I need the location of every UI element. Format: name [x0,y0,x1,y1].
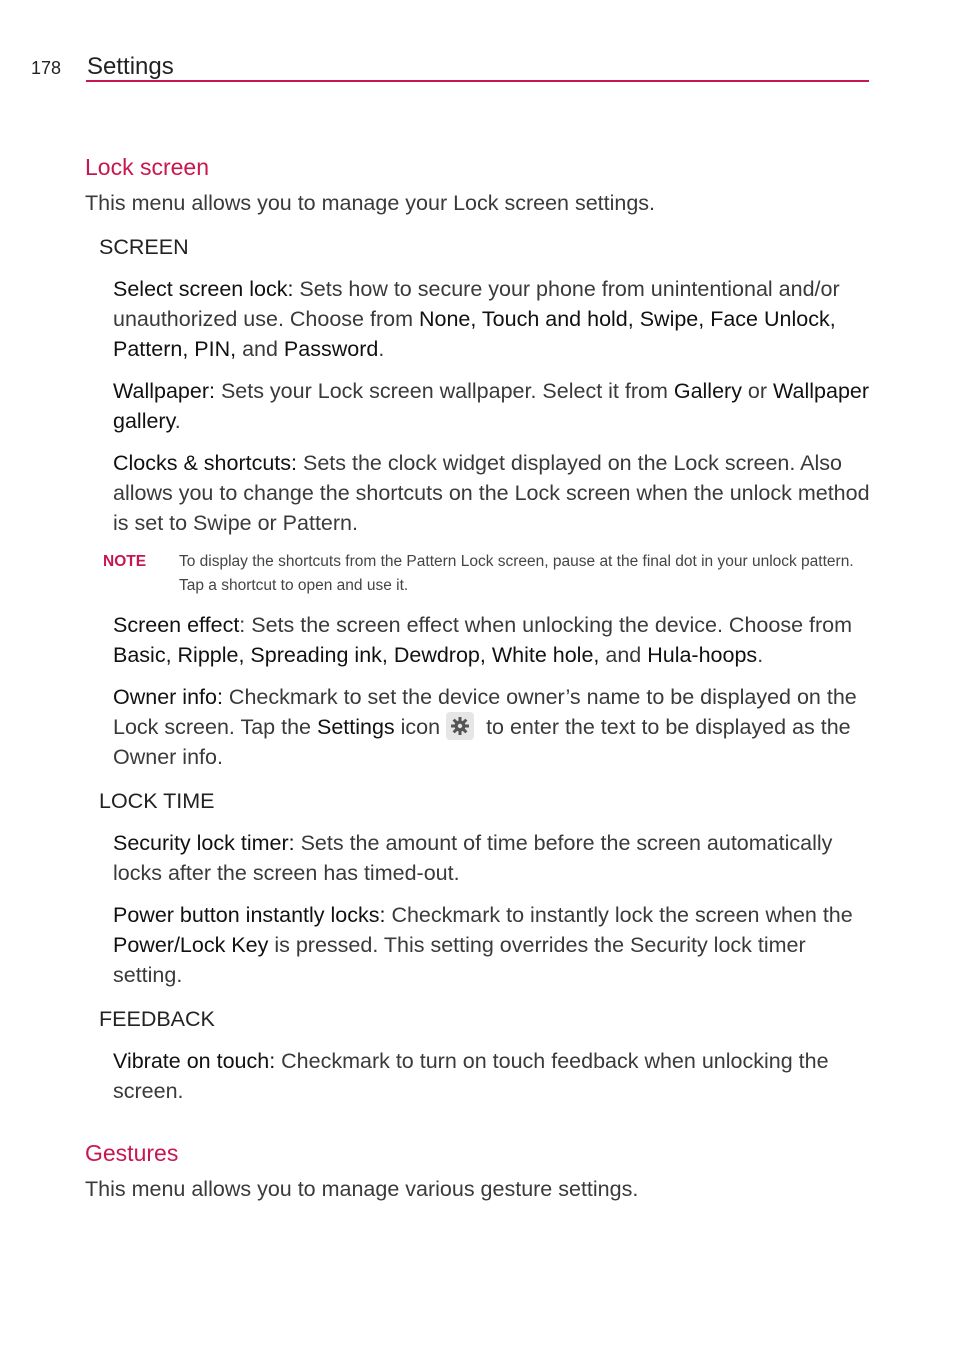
page-number: 178 [31,58,62,78]
header-divider [86,80,869,82]
key-name: Power/Lock Key [113,933,269,957]
item-clocks-shortcuts [113,448,875,538]
text: . [174,409,181,433]
item-power-button-instantly-locks [113,900,875,990]
gestures-intro: This menu allows you to manage various gesture settings. [85,1177,639,1201]
text: Sets how to secure your phone from unintentional and/or unauthorized use. Choose from [113,277,840,331]
page-header-title: Settings [87,53,174,80]
option: Password [283,337,379,361]
term: Owner info: [113,685,223,709]
text: or [741,379,774,403]
subheading-lock-time: LOCK TIME [99,789,215,813]
note-text: To display the shortcuts from the Pattern Lock screen, pause at the final dot in your unlock pattern. Tap a shortcut to open and use it. [179,553,854,594]
lock-screen-intro: This menu allows you to manage your Lock screen settings. [85,191,656,215]
option: Wallpaper gallery [113,379,870,433]
option-list: None, Touch and hold, Swipe, Face Unlock, Pattern, PIN, [113,307,836,361]
term: Screen effect [113,613,240,637]
text: Checkmark to instantly lock the screen when the [385,903,853,927]
text: . [378,337,385,361]
term: Wallpaper: [113,379,215,403]
subheading-screen: SCREEN [99,235,189,259]
text: icon [394,715,441,739]
term: Power button instantly locks: [113,903,386,927]
settings-gear-icon [446,712,474,740]
term: Clocks & shortcuts: [113,451,297,475]
option: Hula-hoops [647,643,758,667]
section-title-lock-screen: Lock screen [85,154,210,180]
text: . [757,643,764,667]
text: Sets the amount of time before the screen automatically locks after the screen has timed-out. [113,831,833,885]
text: to enter the text to be displayed as the Owner info. [113,715,851,769]
text: is pressed. This setting overrides the Security lock timer setting. [113,933,806,987]
option: Gallery [673,379,742,403]
text: Sets the clock widget displayed on the Lock screen. Also allows you to change the shortcuts on the Lock screen when the unlock method is set to Swipe or Pattern. [113,451,870,535]
text: : Sets the screen effect when unlocking the device. Choose from [239,613,852,637]
settings-label: Settings [316,715,395,739]
item-vibrate-on-touch [113,1046,875,1106]
text: Checkmark to set the device owner’s name to be displayed on the Lock screen. Tap the [113,685,857,739]
item-select-screen-lock [113,274,875,364]
text: Sets your Lock screen wallpaper. Select it from [214,379,674,403]
note-label: NOTE [103,553,147,570]
note-box [103,550,875,598]
term: Select screen lock: [113,277,294,301]
term: Vibrate on touch: [113,1049,276,1073]
page-content [85,150,875,1204]
option-list: Basic, Ripple, Spreading ink, Dewdrop, White hole, [113,643,600,667]
section-title-gestures: Gestures [85,1140,179,1166]
text: Checkmark to turn on touch feedback when unlocking the screen. [113,1049,829,1103]
item-screen-effect [113,610,875,670]
item-owner-info [113,682,875,772]
text: and [599,643,648,667]
subheading-feedback: FEEDBACK [99,1007,215,1031]
term: Security lock timer: [113,831,295,855]
item-wallpaper [113,376,875,436]
text: and [236,337,284,361]
item-security-lock-timer [113,828,875,888]
